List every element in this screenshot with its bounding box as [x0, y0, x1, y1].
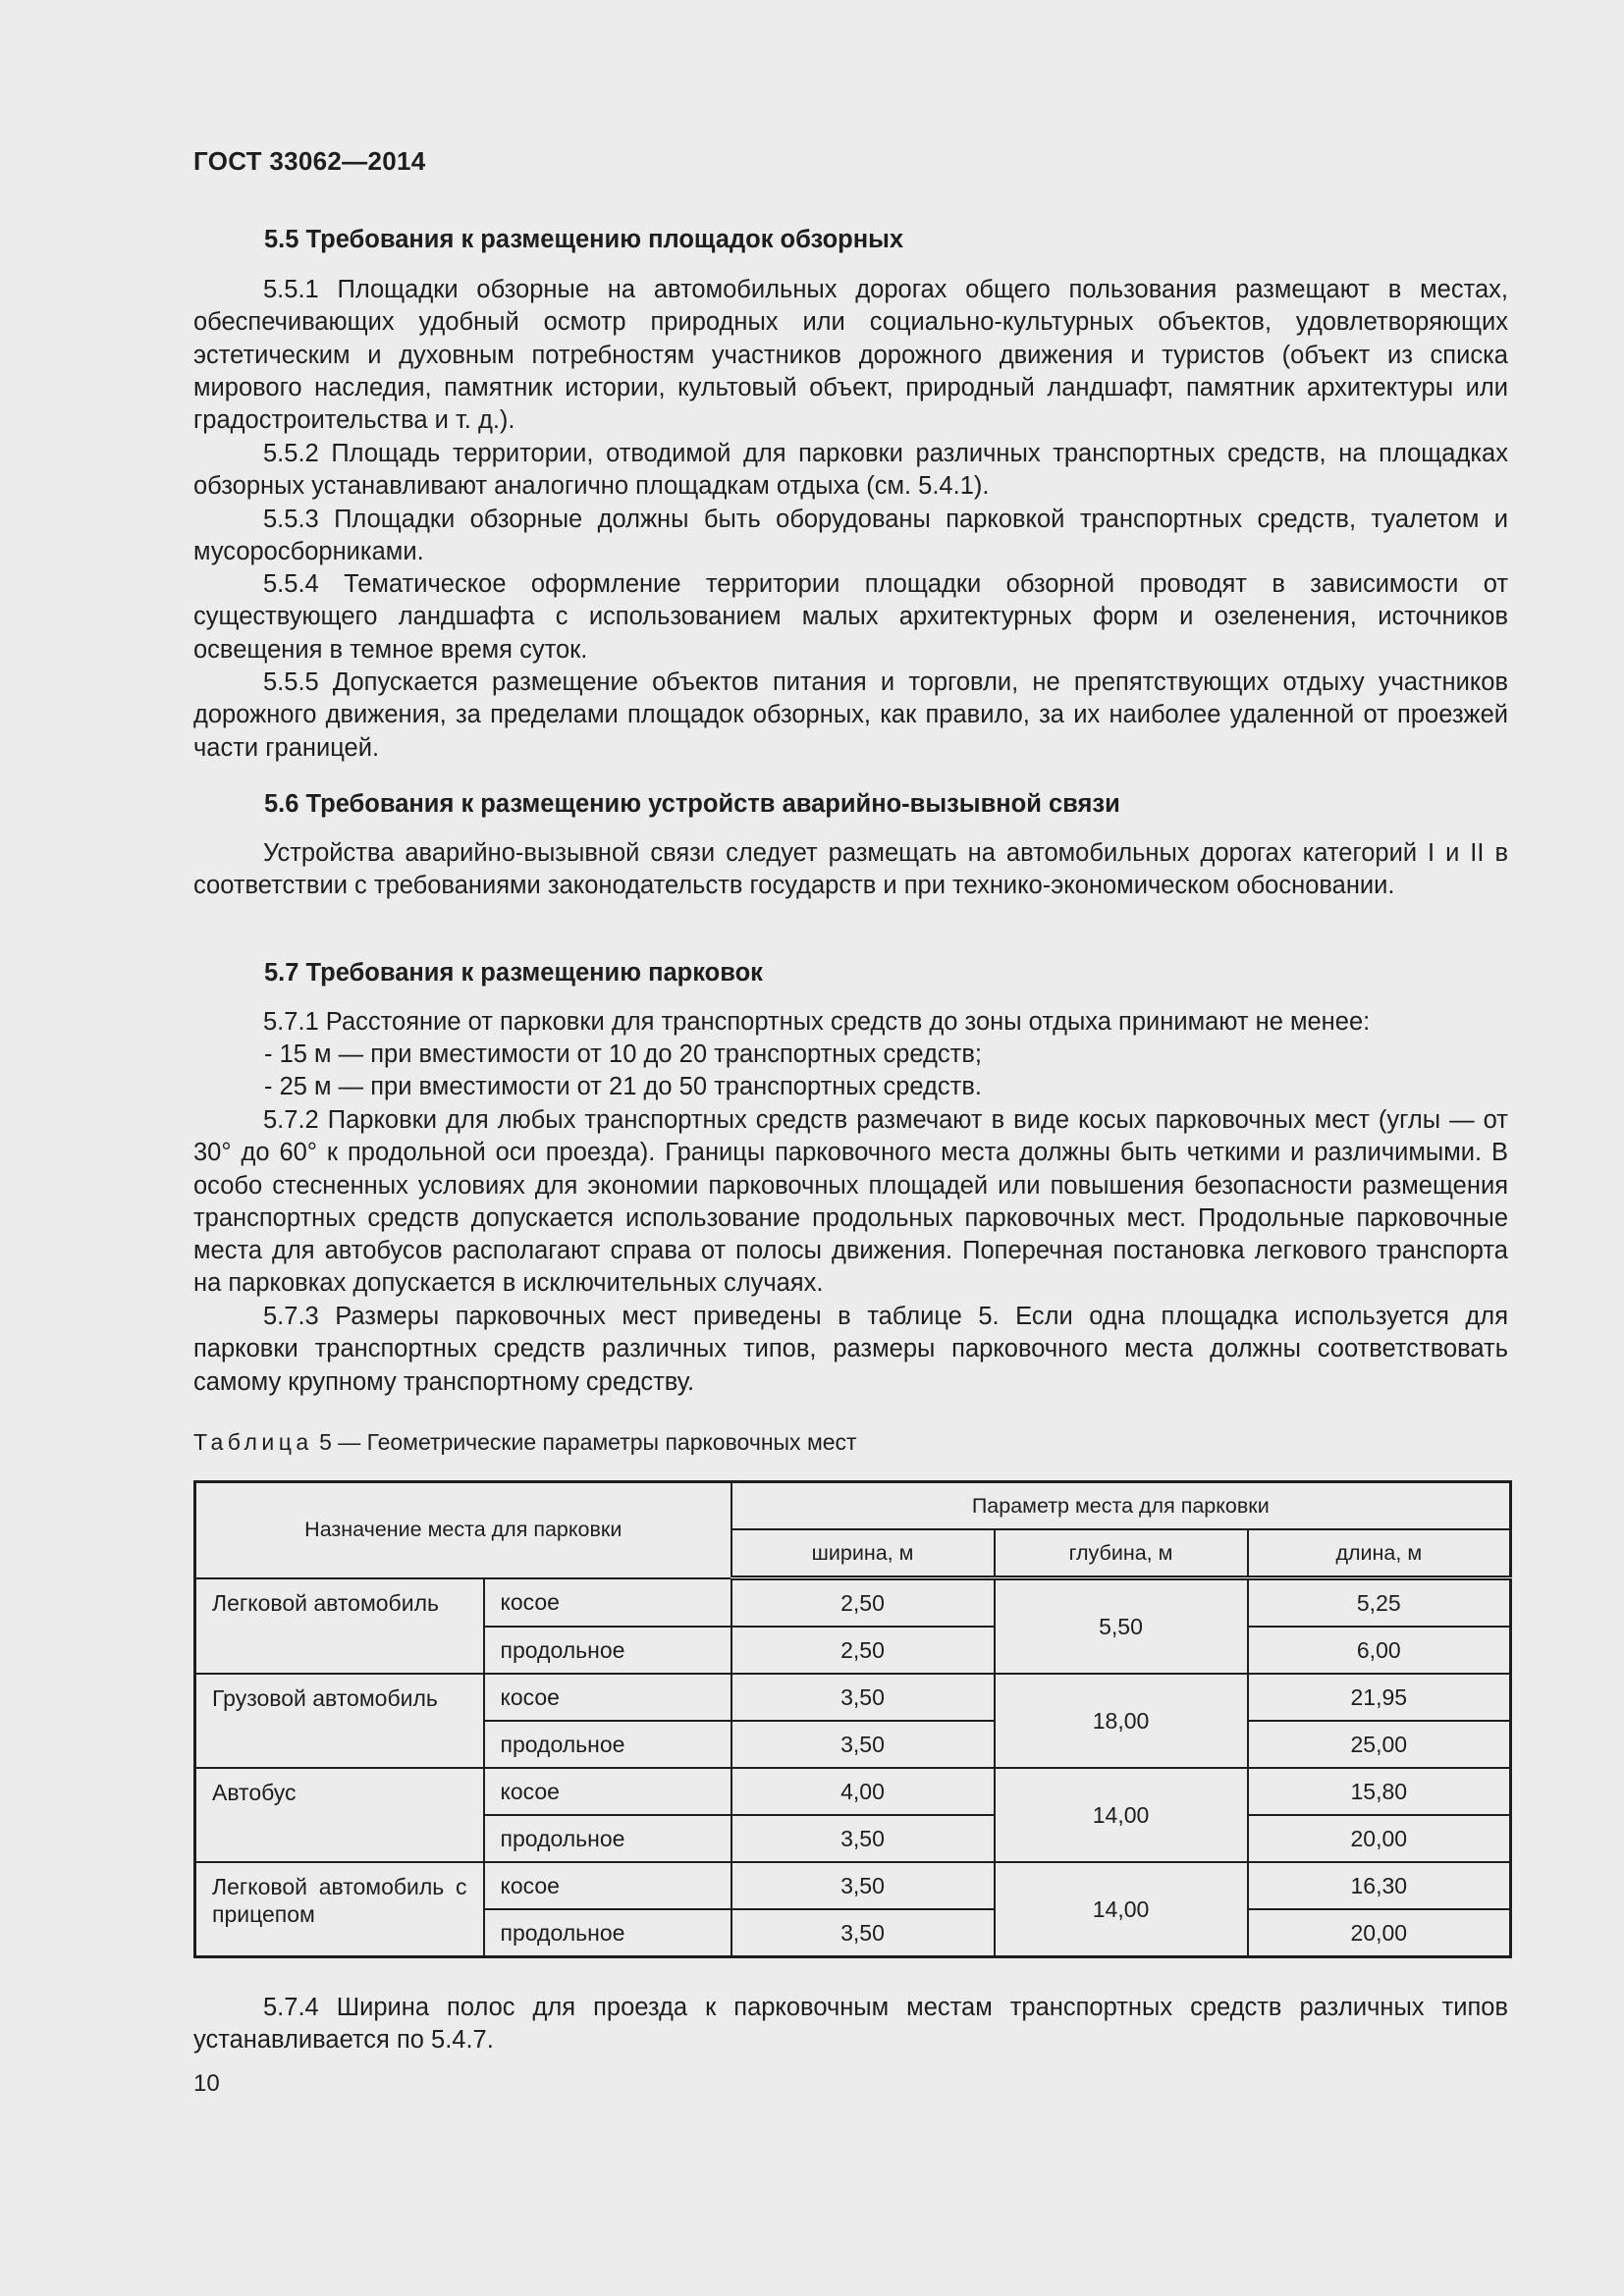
vehicle-type-cell: Автобус [195, 1768, 484, 1862]
width-cell: 3,50 [731, 1909, 995, 1957]
table-caption [193, 1429, 857, 1456]
placement-cell: косое [484, 1578, 731, 1628]
table-row [195, 1862, 1511, 1909]
header-parameter: Параметр места для парковки [731, 1482, 1511, 1530]
parking-parameters-table [193, 1480, 1512, 1958]
paragraph-5-5-4: 5.5.4 Тематическое оформление территории площадки обзорной проводят в зависимости от существующего ландшафта с использованием малых архитектурных форм и озеленения, источников освещения в темное время суток. [193, 570, 1508, 664]
placement-cell: продольное [484, 1815, 731, 1862]
paragraph-5-5-2: 5.5.2 Площадь территории, отводимой для парковки различных транспортных средств, на площадках обзорных устанавливают аналогично площадкам отдыха (см. 5.4.1). [193, 440, 1508, 501]
width-cell: 4,00 [731, 1768, 995, 1815]
placement-cell: продольное [484, 1627, 731, 1674]
width-cell: 3,50 [731, 1862, 995, 1909]
depth-cell: 14,00 [995, 1862, 1248, 1957]
placement-cell: косое [484, 1862, 731, 1909]
section-5-7-heading: 5.7 Требования к размещению парковок [264, 959, 763, 987]
depth-cell: 14,00 [995, 1768, 1248, 1862]
placement-cell: косое [484, 1768, 731, 1815]
placement-cell: продольное [484, 1721, 731, 1768]
vehicle-type-cell: Легковой автомобиль с прицепом [195, 1862, 484, 1957]
length-cell: 21,95 [1248, 1674, 1511, 1721]
paragraph-5-5-1: 5.5.1 Площадки обзорные на автомобильных дорогах общего пользования размещают в местах, обеспечивающих удобный осмотр природных или социально-культурных объектов, удовлетворяющих эстетическим и духовным потребностям участников дорожного движения и туристов (объект из списка мирового наследия, памятник истории, культовый объект, природный ландшафт, памятник архитектуры или градостроительства и т. д.). [193, 276, 1508, 435]
table-caption-label: Таблица [193, 1429, 313, 1455]
header-length: длина, м [1248, 1529, 1511, 1578]
width-cell: 3,50 [731, 1815, 995, 1862]
table-row [195, 1674, 1511, 1721]
placement-cell: косое [484, 1674, 731, 1721]
paragraph-5-7-2: 5.7.2 Парковки для любых транспортных средств размечают в виде косых парковочных мест (углы — от 30° до 60° к продольной оси проезда). Границы парковочного места должны быть четкими и различимыми. В особо стесненных условиях для экономии парковочных площадей или повышения безопасности размещения транспортных средств допускается использование продольных парковочных мест. Продольные парковочные места для автобусов располагают справа от полосы движения. Поперечная постановка легкового транспорта на парковках допускается в исключительных случаях. [193, 1106, 1508, 1298]
width-cell: 3,50 [731, 1721, 995, 1768]
length-cell: 6,00 [1248, 1627, 1511, 1674]
paragraph-5-6: Устройства аварийно-вызывной связи следует размещать на автомобильных дорогах категорий I и II в соответствии с требованиями законодательств государств и при технико-экономическом обосновании. [193, 839, 1508, 900]
depth-cell: 5,50 [995, 1578, 1248, 1675]
paragraph-5-7-4: 5.7.4 Ширина полос для проезда к парковочным местам транспортных средств различных типов устанавливается по 5.4.7. [193, 1994, 1508, 2055]
header-depth: глубина, м [995, 1529, 1248, 1578]
table-row [195, 1578, 1511, 1628]
header-width: ширина, м [731, 1529, 995, 1578]
length-cell: 20,00 [1248, 1909, 1511, 1957]
width-cell: 2,50 [731, 1627, 995, 1674]
vehicle-type-cell: Легковой автомобиль [195, 1578, 484, 1675]
bullet-item-15m: - 15 м — при вместимости от 10 до 20 транспортных средств; [264, 1041, 982, 1068]
depth-cell: 18,00 [995, 1674, 1248, 1768]
paragraph-5-7-3: 5.7.3 Размеры парковочных мест приведены в таблице 5. Если одна площадка используется для парковки транспортных средств различных типов, размеры парковочного места должны соответствовать самому крупному транспортному средству. [193, 1303, 1508, 1396]
paragraph-5-5-3: 5.5.3 Площадки обзорные должны быть оборудованы парковкой транспортных средств, туалетом и мусоросборниками. [193, 506, 1508, 566]
table-caption-title: 5 — Геометрические параметры парковочных мест [319, 1429, 857, 1455]
length-cell: 20,00 [1248, 1815, 1511, 1862]
bullet-item-25m: - 25 м — при вместимости от 21 до 50 транспортных средств. [264, 1073, 982, 1100]
length-cell: 25,00 [1248, 1721, 1511, 1768]
header-purpose: Назначение места для парковки [195, 1482, 731, 1578]
standard-code-header: ГОСТ 33062—2014 [193, 146, 426, 176]
length-cell: 15,80 [1248, 1768, 1511, 1815]
paragraph-5-7-1: 5.7.1 Расстояние от парковки для транспортных средств до зоны отдыха принимают не менее: [263, 1008, 1371, 1036]
length-cell: 5,25 [1248, 1578, 1511, 1628]
page-number: 10 [193, 2070, 220, 2097]
section-5-5-heading: 5.5 Требования к размещению площадок обзорных [264, 226, 904, 253]
section-5-6-heading: 5.6 Требования к размещению устройств аварийно-вызывной связи [264, 790, 1120, 818]
vehicle-type-cell: Грузовой автомобиль [195, 1674, 484, 1768]
width-cell: 2,50 [731, 1578, 995, 1628]
paragraph-5-5-5: 5.5.5 Допускается размещение объектов питания и торговли, не препятствующих отдыху участников дорожного движения, за пределами площадок обзорных, как правило, за их наиболее удаленной от проезжей части границей. [193, 668, 1508, 762]
table-row [195, 1768, 1511, 1815]
length-cell: 16,30 [1248, 1862, 1511, 1909]
placement-cell: продольное [484, 1909, 731, 1957]
width-cell: 3,50 [731, 1674, 995, 1721]
